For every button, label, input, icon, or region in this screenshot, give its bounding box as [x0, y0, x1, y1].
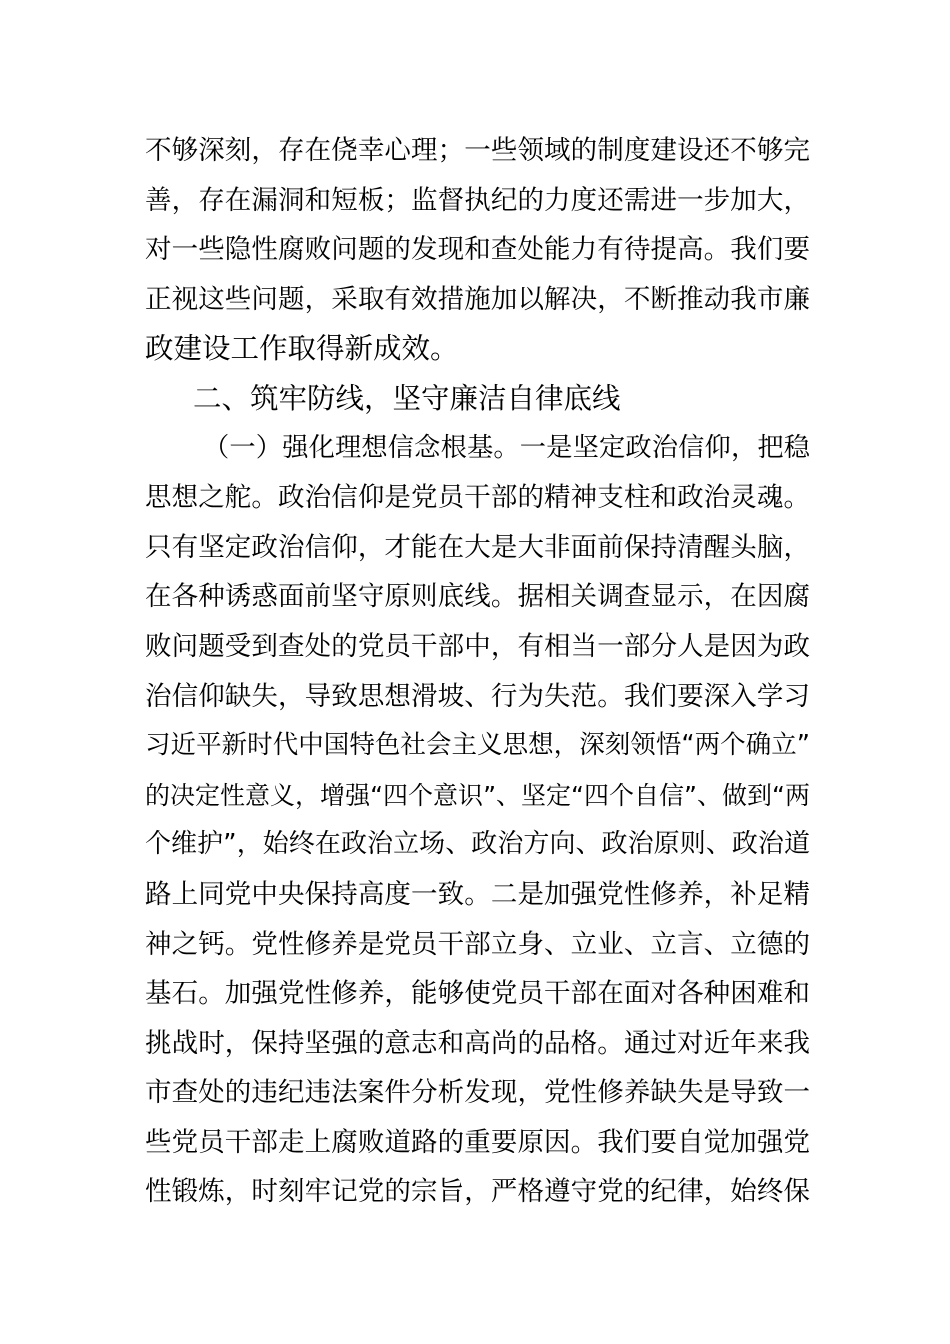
section-heading: 二、筑牢防线，坚守廉洁自律底线: [193, 381, 621, 415]
text-line: 思想之舵。政治信仰是党员干部的精神支柱和政治灵魂。: [145, 482, 810, 514]
text-line: 个维护”，始终在政治立场、政治方向、政治原则、政治道: [145, 829, 810, 860]
text-line: 些党员干部走上腐败道路的重要原因。我们要自觉加强党: [145, 1126, 810, 1158]
text-line: （一）强化理想信念根基。一是坚定政治信仰，把稳: [203, 432, 810, 463]
text-line: 路上同党中央保持高度一致。二是加强党性修养，补足精: [145, 878, 810, 910]
text-line: 性锻炼，时刻牢记党的宗旨，严格遵守党的纪律，始终保: [145, 1176, 810, 1208]
text-line: 败问题受到查处的党员干部中，有相当一部分人是因为政: [145, 630, 810, 662]
text-line: 基石。加强党性修养，能够使党员干部在面对各种困难和: [145, 978, 810, 1010]
text-line: 善，存在漏洞和短板；监督执纪的力度还需进一步加大，: [145, 184, 810, 216]
text-line: 治信仰缺失，导致思想滑坡、行为失范。我们要深入学习: [145, 680, 810, 712]
document-body: [145, 126, 810, 1217]
text-line: 对一些隐性腐败问题的发现和查处能力有待提高。我们要: [145, 234, 810, 266]
text-line: 习近平新时代中国特色社会主义思想，深刻领悟“两个确立”: [145, 730, 810, 761]
text-line: 不够深刻，存在侥幸心理；一些领域的制度建设还不够完: [145, 135, 810, 166]
text-line: 挑战时，保持坚强的意志和高尚的品格。通过对近年来我: [145, 1027, 810, 1059]
text-line: 的决定性意义，增强“四个意识”、坚定“四个自信”、做到“两: [145, 780, 810, 810]
text-line: 正视这些问题，采取有效措施加以解决，不断推动我市廉: [145, 283, 810, 315]
text-line: 政建设工作取得新成效。: [145, 332, 459, 366]
text-line: 在各种诱惑面前坚守原则底线。据相关调查显示，在因腐: [145, 581, 810, 613]
text-line: 只有坚定政治信仰，才能在大是大非面前保持清醒头脑，: [145, 531, 810, 563]
text-line: 神之钙。党性修养是党员干部立身、立业、立言、立德的: [145, 928, 810, 960]
text-line: 市查处的违纪违法案件分析发现，党性修养缺失是导致一: [145, 1077, 810, 1109]
